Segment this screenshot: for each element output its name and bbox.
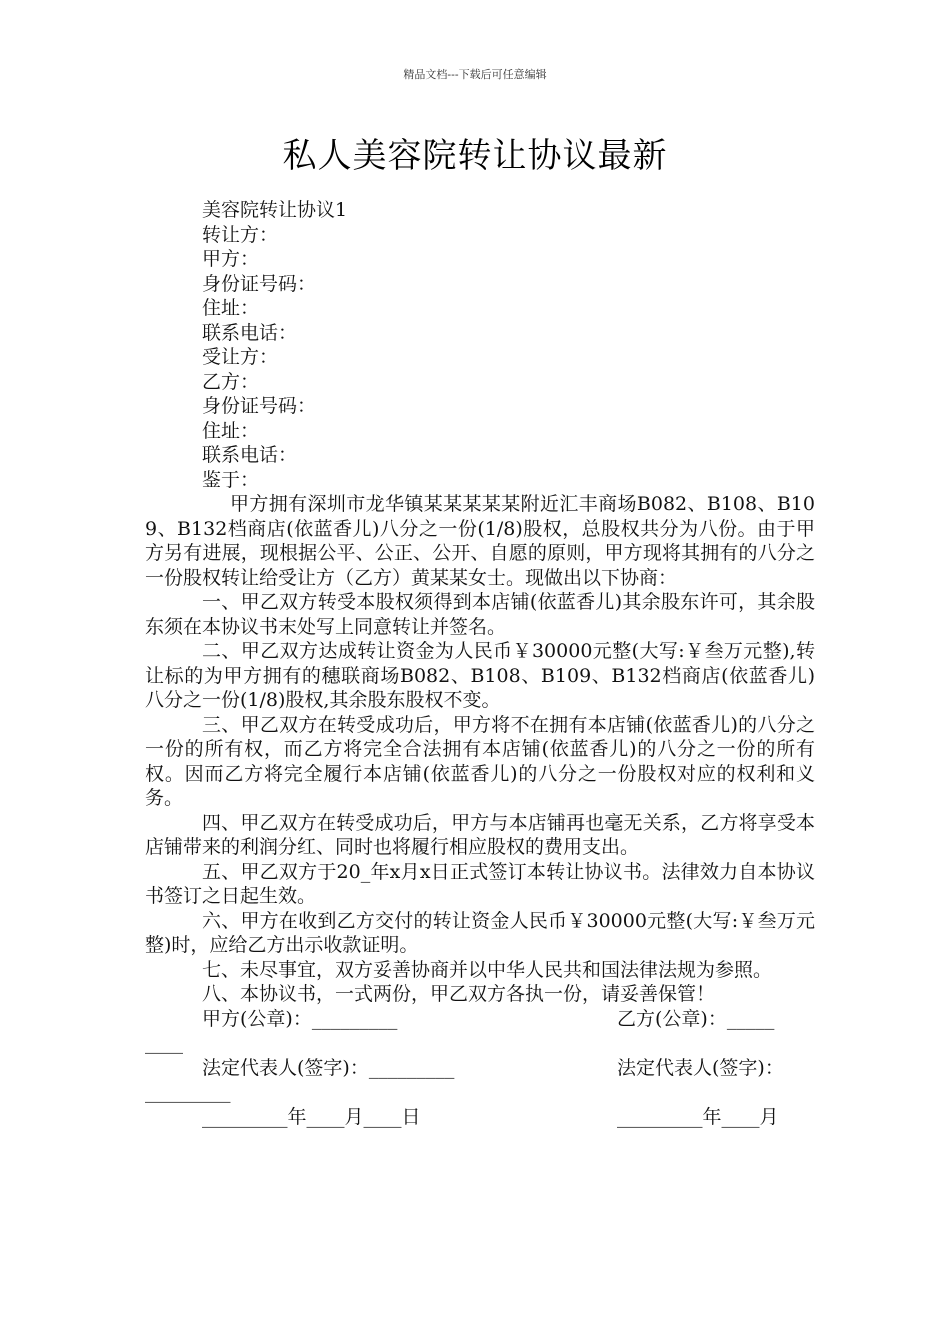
party-b-seal: 乙方(公章)：_____: [617, 1007, 775, 1030]
header-note: 精品文档---下载后可任意编辑: [403, 68, 547, 81]
field-id-number-b: 身份证号码：: [202, 395, 317, 417]
document-title: 私人美容院转让协议最新: [282, 136, 668, 176]
field-address-b: 住址：: [202, 419, 260, 442]
field-transferor: 转让方：: [202, 223, 279, 246]
paragraph-clause-2: 二、甲乙双方达成转让资金为人民币￥30000元整(大写:￥叁万元整),转让标的为甲方拥有的穗联商场B082、B108、B109、B132档商店(依蓝香儿)八分之一份(1/8)股权,其余股东股权不变。: [145, 640, 815, 711]
field-phone-b: 联系电话：: [202, 444, 298, 466]
seal-row: [145, 1007, 815, 1032]
date-a: _________年____月____日: [202, 1105, 421, 1128]
field-address-a: 住址：: [202, 297, 260, 319]
representative-row: [145, 1056, 815, 1081]
party-a-seal: 甲方(公章)：_________: [202, 1007, 398, 1030]
paragraph-clause-7: 七、未尽事宜，双方妥善协商并以中华人民共和国法律法规为参照。: [202, 958, 773, 981]
field-id-number-a: 身份证号码：: [202, 272, 317, 295]
field-phone-a: 联系电话：: [202, 321, 298, 344]
paragraph-clause-4: 四、甲乙双方在转受成功后，甲方与本店铺再也毫无关系，乙方将享受本店铺带来的利润分红、同时也将履行相应股权的费用支出。: [145, 811, 815, 858]
paragraph-clause-6: 六、甲方在收到乙方交付的转让资金人民币￥30000元整(大写:￥叁万元整)时，应给乙方出示收款证明。: [145, 909, 815, 956]
paragraph-clause-8: 八、本协议书，一式两份，甲乙双方各执一份，请妥善保管！: [202, 983, 716, 1005]
paragraph-preamble: 甲方拥有深圳市龙华镇某某某某某附近汇丰商场B082、B108、B109、B132档商店(依蓝香儿)八分之一份(1/8)股权，总股权共分为八份。由于甲方另有进展，现根据公平、公正、公开、自愿的原则，甲方现将其拥有的八分之一份股权转让给受让方（乙方）黄某某女士。现做出以下协商：: [145, 493, 815, 589]
paragraph-clause-5: 五、甲乙双方于20_年x月x日正式签订本转让协议书。法律效力自本协议书签订之日起生效。: [145, 860, 815, 907]
agreement-heading: 美容院转让协议1: [202, 199, 348, 221]
representative-b-continued: _________: [145, 1081, 231, 1103]
seal-row-continued: [145, 1031, 815, 1056]
representative-row-continued: [145, 1080, 815, 1105]
document-body: [145, 198, 815, 1129]
date-b: _________年____月: [617, 1105, 779, 1128]
field-party-a: 甲方：: [202, 248, 260, 270]
paragraph-clause-1: 一、甲乙双方转受本股权须得到本店铺(依蓝香儿)其余股东许可，其余股东须在本协议书末处写上同意转让并签名。: [145, 591, 815, 638]
representative-a: 法定代表人(签字)：_________: [202, 1056, 455, 1079]
field-whereas: 鉴于：: [202, 468, 260, 491]
field-party-b: 乙方：: [202, 370, 260, 393]
field-transferee: 受让方：: [202, 346, 279, 368]
paragraph-clause-3: 三、甲乙双方在转受成功后，甲方将不在拥有本店铺(依蓝香儿)的八分之一份的所有权，而乙方将完全合法拥有本店铺(依蓝香儿)的八分之一份的所有权。因而乙方将完全履行本店铺(依蓝香儿)的八分之一份股权对应的权利和义务。: [145, 713, 815, 809]
representative-b: 法定代表人(签字)：: [617, 1056, 784, 1079]
date-row: [145, 1105, 815, 1130]
party-b-seal-continued: ____: [145, 1032, 183, 1054]
